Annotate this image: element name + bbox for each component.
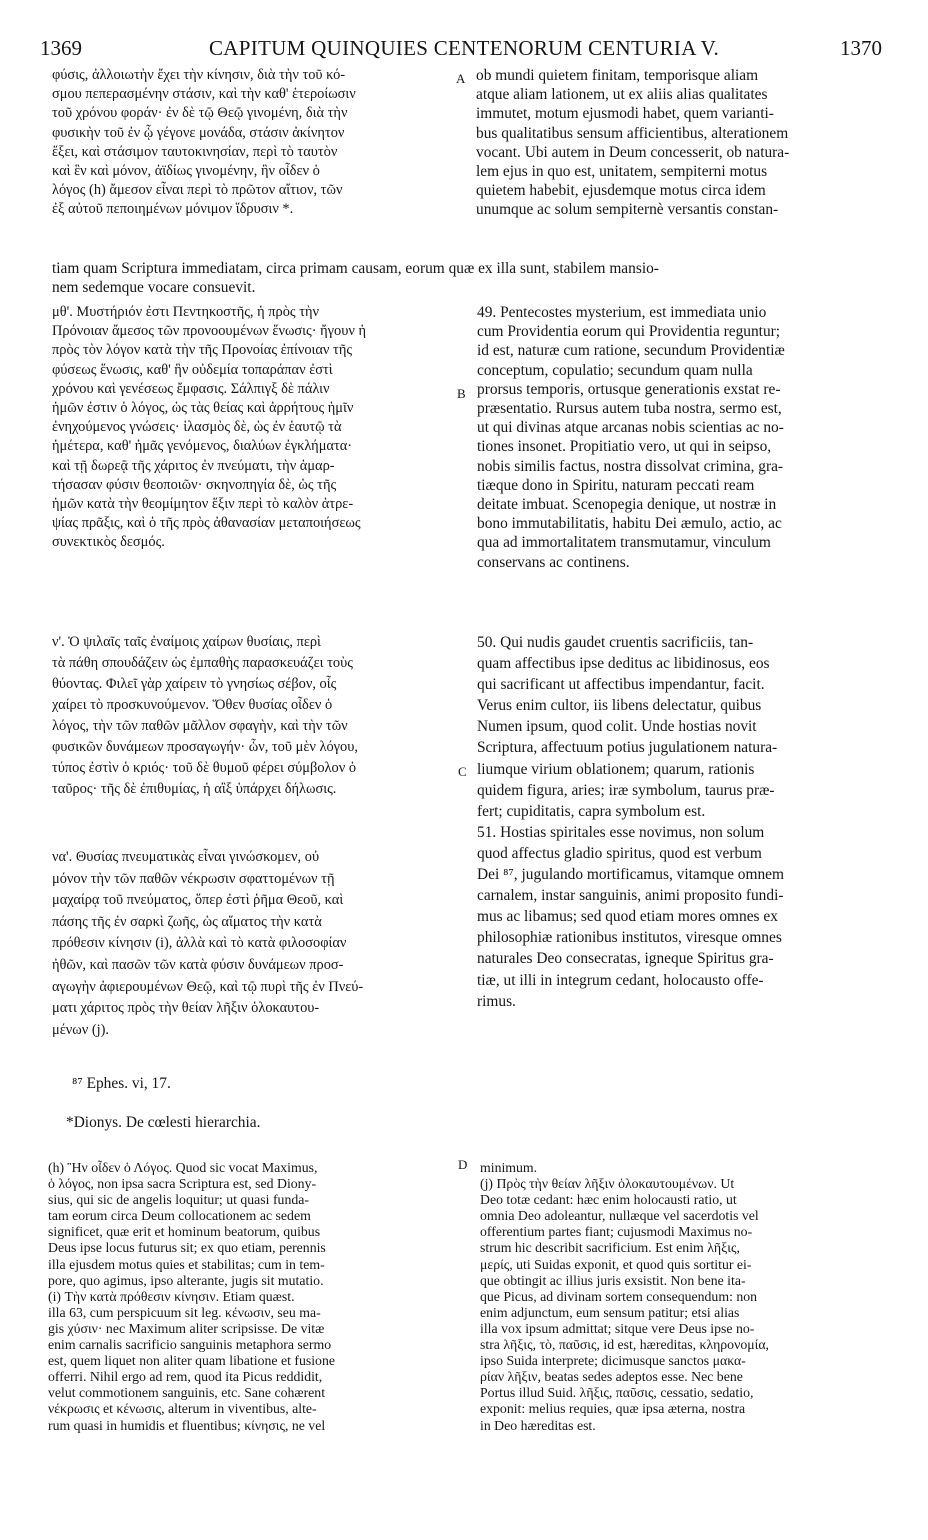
text-line: Deo totæ cedant: hæc enim holocausti ratio, ut — [480, 1192, 737, 1208]
text-line: fert; cupiditatis, capra symbolum est. — [477, 802, 706, 820]
text-line: Πρόνοιαν ἄμεσος τῶν προνοουμένων ἕνωσις· ἤγουν ἡ — [52, 323, 366, 340]
text-line: tiones insonet. Propitiatio vero, ut qui in seipso, — [477, 438, 772, 456]
text-line: vocant. Ubi autem in Deum concesserit, ob natura- — [476, 143, 790, 161]
text-line: ματι χάριτος πρὸς τὴν θείαν λῆξιν ὁλοκαυτου- — [52, 1000, 320, 1017]
text-line: qui sacrificant ut affectibus impendantur, facit. — [477, 676, 765, 694]
scripture-footnote: ⁸⁷ Ephes. vi, 17. — [72, 1075, 171, 1092]
section-49-latin — [477, 303, 785, 572]
text-line: carnalem, instar sanguinis, animi proposito fundi- — [477, 887, 784, 905]
text-line: ψίας πρᾶξις, καὶ ὁ τῆς πρὸς ἀθανασίαν μεταποιήσεως — [52, 515, 361, 532]
text-line: τὰ πάθη σπουδάζειν ὡς ἐμπαθὴς παρασκευάζει τοὺς — [52, 655, 353, 671]
editor-notes-left — [48, 1160, 335, 1434]
text-line: (h) Ἣν οἶδεν ὁ Λόγος. Quod sic vocat Maximus, — [48, 1160, 318, 1175]
text-line: bono immutabilitatis, habitu Dei æmulo, actio, ac — [477, 515, 782, 533]
text-line: cum Providentia eorum qui Providentia reguntur; — [477, 323, 781, 341]
text-line: quidem figura, aries; iræ symbolum, taurus præ- — [477, 781, 775, 799]
text-line: quietem habebit, ejusdemque motus circa idem — [476, 182, 766, 200]
text-line: in Deo hæreditas est. — [480, 1417, 596, 1433]
text-line: ἡμέτερα, καθ' ἡμᾶς γενόμενος, διαλύων ἐγκλήματα· — [52, 438, 353, 455]
text-line: ἐνηχούμενος γνώσεις· ἱλασμὸς δὲ, ὡς ἐν ἑαυτῷ τὰ — [52, 419, 342, 436]
text-line: illa 63, cum perspicuum sit leg. κένωσιν, seu ma- — [48, 1304, 321, 1320]
text-line: να'. Θυσίας πνευματικὰς εἶναι γινώσκομεν, οὐ — [52, 849, 320, 865]
text-line: Verus enim cultor, iis libens delectatur, quibus — [477, 697, 762, 715]
text-line: gis χύσιν· nec Maximum aliter scripsisse. De vitæ — [48, 1320, 325, 1336]
running-title: CAPITUM QUINQUIES CENTENORUM CENTURIA V. — [209, 36, 719, 60]
text-line: ἐξ αὐτοῦ πεποιημένων μόνιμον ἵδρυσιν *. — [52, 201, 294, 218]
text-line: nobis similis factus, nostra dissolvat crimina, gra- — [477, 457, 784, 475]
text-line: νέκρωσις et κένωσις, alterum in viventibus, alte- — [48, 1401, 317, 1417]
section-50-51-latin — [477, 632, 784, 1012]
text-line: exponit: melius requies, quæ ipsa æterna, nostra — [480, 1401, 746, 1417]
text-line: ἕξει, καὶ στάσιμον ταυτοκινησίαν, περὶ τὸ ταυτὸν — [52, 143, 338, 160]
text-line: αγωγὴν ἀφιερουμένων Θεῷ, καὶ τῷ πυρὶ τῆς ἐν Πνεύ- — [52, 978, 364, 995]
text-line: qua ad immortalitatem transmutamur, vinculum — [477, 534, 771, 552]
text-line: ρίαν λῆξιν, beatas sedes adeptos esse. Nec bene — [480, 1369, 743, 1385]
text-line: ut qui divinas atque arcanas nobis scientias ac no- — [477, 419, 784, 437]
text-line: tam eorum circa Deum collocationem ac sedem — [48, 1208, 311, 1224]
text-line: bus qualitatibus sensum afficientibus, alterationem — [476, 124, 789, 142]
section-49-greek — [52, 303, 366, 553]
text-line: prorsus temporis, ortusque generationis exstat re- — [477, 380, 781, 398]
column-marker-a: A — [456, 71, 466, 86]
text-line: præsentatio. Rursus autem tuba nostra, sermo est, — [477, 400, 782, 418]
text-line: omnia Deo adoleantur, nullæque vel sacerdotis vel — [480, 1208, 759, 1224]
text-line: φύσεως ἕνωσις, καθ' ἣν οὐδεμία τοπαράπαν ἐστὶ — [52, 361, 333, 378]
text-line: φυσικῶν δυνάμεων προσαγωγήν· ὧν, τοῦ μὲν λόγου, — [52, 739, 358, 755]
text-line: θύοντας. Φιλεῖ γὰρ χαίρειν τὸ γνησίως σέβον, οἷς — [52, 676, 337, 692]
text-line: μένων (j). — [52, 1021, 110, 1038]
text-line: tiam quam Scriptura immediatam, circa primam causam, eorum quæ ex illa sunt, stabilem mansio- — [52, 260, 659, 277]
text-line: atque aliam lationem, ut ex aliis alias qualitates — [476, 86, 768, 104]
text-line: offerri. Nihil ergo ad rem, quod ita Picus reddidit, — [48, 1369, 323, 1385]
text-line: συνεκτικὸς δεσμός. — [52, 534, 165, 551]
editor-notes-right — [480, 1160, 769, 1434]
text-line: nem sedemque vocare consuevit. — [52, 279, 256, 297]
text-line: μαχαίρᾳ τοῦ πνεύματος, ὅπερ ἐστὶ ῥῆμα Θεοῦ, καὶ — [52, 892, 344, 909]
text-line: illa vox ipsum admittat; sitque vere Deus ipse no- — [480, 1320, 755, 1336]
text-line: sius, qui sic de angelis loquitur; ut quasi funda- — [48, 1192, 309, 1208]
text-line: rimus. — [477, 992, 516, 1010]
greek-text-top — [52, 66, 356, 220]
text-line: 49. Pentecostes mysterium, est immediata unio — [477, 304, 767, 321]
text-line: λόγος (h) ἄμεσον εἶναι περὶ τὸ πρῶτον αἴτιον, τῶν — [52, 182, 343, 199]
text-line: que obtingit ac illius juris exsistit. Non bene ita- — [480, 1272, 746, 1288]
text-line: enim adjunctum, eum sensum patitur; etsi alias — [480, 1304, 740, 1320]
text-line: tiæque dono in Spiritu, naturam peccati ream — [477, 476, 755, 494]
text-line: πρὸς τὸν λόγον κατὰ τὴν τῆς Προνοίας ἐπίνοιαν τῆς — [52, 342, 353, 359]
text-line: φύσις, ἀλλοιωτὴν ἔχει τὴν κίνησιν, διὰ τὴν τοῦ κό- — [52, 67, 346, 83]
text-line: Scriptura, affectuum potius jugulationem natura- — [477, 739, 778, 757]
text-line: ἡμῶν ἐστιν ὁ λόγος, ὡς τὰς θείας καὶ ἀρρήτους ἡμῖν — [52, 400, 354, 417]
source-footnote: *Dionys. De cœlesti hierarchia. — [66, 1114, 261, 1131]
text-line: μόνον τὴν τῶν παθῶν νέκρωσιν σφαττομένων τῇ — [52, 870, 335, 887]
text-line: deitate imbuat. Scenopegia denique, ut nostræ in — [477, 496, 777, 514]
latin-bridge-text — [52, 259, 659, 297]
text-line: πρόθεσιν κίνησιν (i), ἀλλὰ καὶ τὸ κατὰ φιλοσοφίαν — [52, 935, 347, 952]
text-line: philosophiæ rationibus institutos, viresque omnes — [477, 929, 782, 947]
text-line: mus ac libamus; sed quod etiam mores omnes ex — [477, 908, 778, 926]
text-line: τύπος ἐστὶν ὁ κριός· τοῦ δὲ θυμοῦ φέρει σύμβολον ὁ — [52, 760, 357, 776]
page-number-right: 1370 — [840, 36, 882, 60]
text-line: minimum. — [480, 1160, 538, 1175]
text-line: Numen ipsum, quod colit. Unde hostias novit — [477, 718, 757, 736]
text-line: que Picus, ad divinam sortem consequendum: non — [480, 1288, 758, 1304]
text-line: Portus illud Suid. λῆξις, παῦσις, cessatio, sedatio, — [480, 1385, 754, 1401]
text-line: ν'. Ὁ ψιλαῖς ταῖς ἐναίμοις χαίρων θυσίαις, περὶ — [52, 634, 321, 650]
text-line: ἡμῶν κατὰ τὴν θεομίμητον ἕξιν περὶ τὸ καλὸν ἀτρε- — [52, 496, 354, 513]
text-line: τοῦ χρόνου φοράν· ἐν δὲ τῷ Θεῷ γινομένη, διὰ τὴν — [52, 105, 348, 122]
text-line: ob mundi quietem finitam, temporisque aliam — [476, 67, 759, 84]
text-line: σμου πεπερασμένην στάσιν, καὶ τὴν καθ' ἑτεροίωσιν — [52, 86, 356, 103]
text-line: quod affectus gladio spiritus, quod est verbum — [477, 844, 762, 862]
text-line: illa ejusdem motus quies et stabilitas; cum in tem- — [48, 1256, 325, 1272]
text-line: (j) Πρὸς τὴν θείαν λῆξιν ὁλοκαυτουμένων. Ut — [480, 1176, 735, 1192]
text-line: rum quasi in humidis et fluentibus; κίνησις, ne vel — [48, 1417, 326, 1433]
text-line: id est, naturæ cum ratione, secundum Providentiæ — [477, 342, 785, 360]
text-line: τήσασαν φύσιν θεοποιῶν· σκηνοπηγία δὲ, ὡς τῆς — [52, 476, 337, 493]
text-line: velut commotionem sanguinis, etc. Sane cohærent — [48, 1385, 326, 1401]
text-line: μθ'. Μυστήριόν ἐστι Πεντηκοστῆς, ἡ πρὸς τὴν — [52, 304, 320, 320]
text-line: ὁ λόγος, non ipsa sacra Scriptura est, sed Diony- — [48, 1176, 317, 1192]
text-line: λόγος, τὴν τῶν παθῶν μᾶλλον σφαγὴν, καὶ τὴν τῶν — [52, 718, 348, 734]
text-line: χαίρει τὸ προσκυνούμενον. Ὅθεν θυσίας οἶδεν ὁ — [52, 697, 333, 713]
text-line: μερίς, uti Suidas exponit, et quod quis sortitur ei- — [480, 1256, 752, 1272]
column-marker-d: D — [458, 1157, 468, 1172]
latin-text-top — [476, 66, 789, 220]
text-line: significet, quæ erit et hominum beatorum, quibus — [48, 1224, 321, 1240]
text-line: 50. Qui nudis gaudet cruentis sacrificiis, tan- — [477, 634, 754, 651]
text-line: quam affectibus ipse deditus ac libidinosus, eos — [477, 655, 770, 673]
section-51-greek — [52, 847, 363, 1041]
text-line: φυσικὴν τοῦ ἐν ᾧ γέγονε μονάδα, στάσιν ἀκίνητον — [52, 124, 345, 141]
text-line: χρόνου καὶ γενέσεως ἔμφασις. Σάλπιγξ δὲ πάλιν — [52, 380, 330, 397]
column-marker-b: B — [457, 386, 466, 401]
text-line: pore, quo agimus, ipso alterante, jugis sit mutatio. — [48, 1272, 324, 1288]
text-line: ipso Suida interprete; dicimusque sanctos μακα- — [480, 1353, 746, 1369]
text-line: stra λῆξις, τὸ, παῦσις, id est, hæreditas, κληρονομία, — [480, 1337, 770, 1353]
text-line: est, quem liquet non aliter quam libatione et fusione — [48, 1353, 335, 1369]
text-line: liumque virium oblationem; quarum, rationis — [477, 760, 755, 778]
text-line: conservans ac continens. — [477, 553, 630, 571]
text-line: ἠθῶν, καὶ πασῶν τῶν κατὰ φύσιν δυνάμεων προσ- — [52, 956, 344, 973]
page-number-left: 1369 — [40, 36, 82, 60]
text-line: immutet, motum ejusmodi habet, quem varianti- — [476, 105, 774, 123]
text-line: conceptum, copulatio; secundum quam nulla — [477, 361, 753, 379]
section-50-greek — [52, 632, 358, 800]
text-line: Deus ipse locus futurus sit; ex quo etiam, perennis — [48, 1240, 326, 1256]
text-line: strum hic describit sacrificium. Est enim λῆξις, — [480, 1240, 740, 1256]
text-line: ταῦρος· τῆς δὲ ἐπιθυμίας, ἡ αἲξ ὑπάρχει δήλωσις. — [52, 781, 337, 797]
text-line: lem ejus in quo est, unitatem, sempiterni motus — [476, 163, 768, 181]
text-line: unumque ac solum sempiternè versantis constan- — [476, 201, 779, 219]
text-line: καὶ τῇ δωρεᾷ τῆς χάριτος ἐν πνεύματι, τὴν ἁμαρ- — [52, 457, 335, 474]
text-line: naturales Deo consecratas, igneque Spiritus gra- — [477, 950, 774, 968]
text-line: (i) Τὴν κατὰ πρόθεσιν κίνησιν. Etiam quæst. — [48, 1288, 295, 1304]
text-line: πάσης τῆς ἐν σαρκὶ ζωῆς, ὡς αἵματος τὴν κατὰ — [52, 913, 322, 930]
column-marker-c: C — [458, 764, 467, 779]
text-line: 51. Hostias spiritales esse novimus, non solum — [477, 823, 765, 841]
text-line: Dei ⁸⁷, jugulando mortificamus, vitamque omnem — [477, 866, 784, 884]
text-line: enim carnalis sacrificio sanguinis metaphora sermo — [48, 1337, 332, 1353]
text-line: tiæ, ut illi in integrum cedant, holocausto offe- — [477, 971, 764, 989]
text-line: offerentium partes fiant; cujusmodi Maximus no- — [480, 1224, 753, 1240]
text-line: καὶ ἓν καὶ μόνον, ἀϊδίως γινομένην, ἣν οἶδεν ὁ — [52, 163, 320, 180]
